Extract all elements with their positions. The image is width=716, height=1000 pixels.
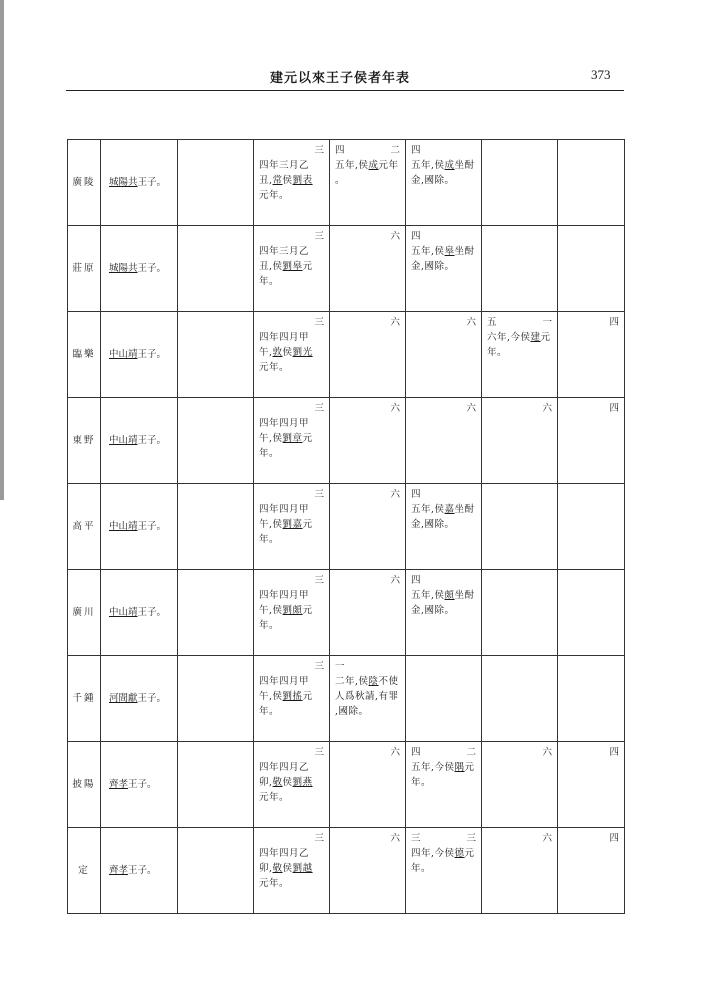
enfeoffment-date-cont: 午, — [259, 691, 273, 702]
reign-c7-cell — [558, 226, 625, 312]
reign-c4-year-count — [335, 745, 400, 760]
page-number: 373 — [591, 67, 611, 82]
reign-c4-cell — [330, 226, 406, 312]
enfeoffment-date: 四年三月乙 — [259, 246, 310, 257]
event-text-cont: 年。 — [411, 777, 432, 788]
table-row — [68, 570, 625, 656]
origin-king-name: 齊孝 — [109, 779, 129, 790]
origin-king-name: 城陽共 — [109, 263, 138, 274]
reign-c7-cell — [558, 140, 625, 226]
origin-suffix: 王子。 — [137, 263, 167, 274]
origin-suffix: 王子。 — [137, 693, 167, 704]
enfeoffment-date-cont: 卯, — [259, 777, 273, 788]
reign-c7-cell — [558, 828, 625, 914]
origin-suffix: 王子。 — [137, 435, 167, 446]
marquis-name: 劉搖 — [282, 691, 303, 702]
enfeoffment-year-count: 三 — [314, 747, 324, 758]
reign-c6-cell — [482, 312, 558, 398]
origin-suffix: 王子。 — [137, 521, 167, 532]
origin-cell — [101, 398, 178, 484]
reign-c5-cell — [406, 742, 482, 828]
enfeoffment-suffix-cont: 年。 — [259, 706, 280, 717]
enfeoffment-year-count: 三 — [314, 403, 324, 414]
reign-c7-year-count — [563, 831, 619, 846]
empty-cell — [178, 484, 254, 570]
reign-c5-year-count — [411, 831, 476, 846]
reign-c5-year-count — [411, 315, 476, 330]
enfeoffment-suffix-cont: 年。 — [259, 620, 280, 631]
event-text-cont: 金,國除。 — [411, 519, 455, 530]
enfeoffment-date: 四年四月乙 — [259, 762, 310, 773]
reign-c5-num-left: 四 — [411, 489, 421, 500]
event-text: 元 — [540, 332, 551, 343]
enfeoffment-date-cont: 卯, — [259, 863, 273, 874]
reign-c4-cell — [330, 656, 406, 742]
enfeoffment-date: 四年三月乙 — [259, 160, 310, 171]
enfeoffment-date-cont: 午, — [259, 605, 273, 616]
rank-title: 侯 — [272, 605, 283, 616]
event-text: 二年,侯 — [335, 676, 369, 687]
event-text-cont: 金,國除。 — [411, 261, 455, 272]
state-name-cell: 定 — [68, 828, 101, 914]
reign-c7-year-count — [563, 401, 619, 416]
event-text: 六年,今侯 — [487, 332, 531, 343]
empty-cell — [178, 570, 254, 656]
origin-suffix: 王子。 — [137, 607, 167, 618]
enfeoffment-cell — [254, 312, 330, 398]
rank-title: 侯 — [272, 691, 283, 702]
empty-cell — [178, 312, 254, 398]
event-text: 五年,今侯 — [411, 762, 455, 773]
origin-suffix: 王子。 — [137, 349, 167, 360]
reign-c5-num-left: 四 — [411, 145, 421, 156]
event-text: 四年,今侯 — [411, 848, 455, 859]
state-name-cell: 東野 — [68, 398, 101, 484]
reign-c7-cell — [558, 484, 625, 570]
reign-c6-cell — [482, 398, 558, 484]
reign-c6-year-count — [487, 745, 552, 760]
enfeoffment-cell — [254, 742, 330, 828]
reign-c7-num-right: 四 — [609, 317, 619, 328]
event-text: 坐酎 — [454, 246, 475, 257]
reign-c4-cell — [330, 140, 406, 226]
enfeoffment-suffix-cont: 元年。 — [259, 878, 290, 889]
table-row — [68, 226, 625, 312]
reign-c4-cell — [330, 570, 406, 656]
reign-c4-num-right: 六 — [390, 231, 400, 242]
reign-c7-cell — [558, 742, 625, 828]
rank-title: 侯 — [282, 777, 293, 788]
origin-cell — [101, 226, 178, 312]
state-name-cell: 莊原 — [68, 226, 101, 312]
state-name-cell: 臨樂 — [68, 312, 101, 398]
reign-c6-cell — [482, 226, 558, 312]
reign-c5-cell — [406, 226, 482, 312]
enfeoffment-date: 四年四月甲 — [259, 418, 310, 429]
posthumous-title: 常 — [272, 175, 283, 186]
origin-king-name: 齊孝 — [109, 865, 129, 876]
event-text-cont: 金,國除。 — [411, 605, 455, 616]
enfeoffment-cell — [254, 140, 330, 226]
reign-c4-num-right: 六 — [390, 575, 400, 586]
reign-c6-cell — [482, 742, 558, 828]
person-name: 德 — [454, 848, 465, 859]
reign-c5-year-count — [411, 229, 476, 244]
marquis-name: 劉章 — [282, 433, 303, 444]
person-name: 嘉 — [444, 504, 455, 515]
rank-title: 侯 — [272, 433, 283, 444]
event-text-cont: ,國除。 — [335, 706, 369, 717]
enfeoffment-date: 四年四月甲 — [259, 332, 310, 343]
reign-c7-year-count — [563, 315, 619, 330]
reign-c5-num-left: 三 — [411, 833, 421, 844]
reign-c4-num-right: 六 — [390, 747, 400, 758]
reign-c4-num-right: 二 — [390, 145, 400, 156]
enfeoffment-cell — [254, 570, 330, 656]
reign-c6-num-right: 一 — [542, 317, 552, 328]
enfeoffment-suffix-cont: 元年。 — [259, 190, 290, 201]
enfeoffment-date-cont: 午, — [259, 519, 273, 530]
reign-c4-year-count — [335, 143, 400, 158]
rank-title: 侯 — [272, 261, 283, 272]
table-row — [68, 140, 625, 226]
reign-c4-cell — [330, 742, 406, 828]
rank-title: 侯 — [282, 863, 293, 874]
event-text: 坐酎 — [454, 504, 475, 515]
reign-c6-cell — [482, 656, 558, 742]
reign-c5-cell — [406, 484, 482, 570]
event-text: 元 — [464, 762, 475, 773]
table-row — [68, 828, 625, 914]
origin-cell — [101, 570, 178, 656]
reign-c4-year-count — [335, 573, 400, 588]
origin-cell — [101, 828, 178, 914]
origin-king-name: 中山靖 — [109, 607, 138, 618]
reign-c6-cell — [482, 828, 558, 914]
event-text-cont: 。 — [335, 175, 346, 186]
table-row — [68, 742, 625, 828]
table-row — [68, 484, 625, 570]
event-text-cont: 金,國除。 — [411, 175, 455, 186]
origin-king-name: 中山靖 — [109, 521, 138, 532]
reign-c6-year-count — [487, 315, 552, 330]
event-text: 五年,侯 — [411, 504, 445, 515]
reign-c4-cell — [330, 484, 406, 570]
reign-c4-num-right: 六 — [390, 489, 400, 500]
event-text-cont: 年。 — [487, 347, 508, 358]
origin-cell — [101, 484, 178, 570]
reign-c5-cell — [406, 398, 482, 484]
empty-cell — [178, 398, 254, 484]
enfeoffment-year-count: 三 — [314, 661, 324, 672]
reign-c4-num-left: 一 — [335, 661, 345, 672]
reign-c5-num-left: 四 — [411, 575, 421, 586]
enfeoffment-suffix-cont: 年。 — [259, 534, 280, 545]
reign-c7-year-count — [563, 745, 619, 760]
person-name: 頗 — [444, 590, 455, 601]
state-name-cell: 廣陵 — [68, 140, 101, 226]
reign-c4-num-right: 六 — [390, 317, 400, 328]
empty-cell — [178, 742, 254, 828]
enfeoffment-year-count: 三 — [314, 317, 324, 328]
person-name: 隅 — [454, 762, 465, 773]
reign-c5-num-left: 四 — [411, 747, 421, 758]
reign-c4-year-count — [335, 401, 400, 416]
marquis-name: 劉皋 — [282, 261, 303, 272]
rank-title: 侯 — [272, 519, 283, 530]
enfeoffment-suffix: 元 — [302, 433, 313, 444]
origin-cell — [101, 742, 178, 828]
enfeoffment-year-count: 三 — [314, 833, 324, 844]
reign-c4-year-count — [335, 229, 400, 244]
reign-c7-num-right: 四 — [609, 747, 619, 758]
enfeoffment-cell — [254, 656, 330, 742]
event-text: 坐酎 — [454, 160, 475, 171]
page-binding-edge — [0, 0, 4, 500]
enfeoffment-year-count: 三 — [314, 489, 324, 500]
enfeoffment-cell — [254, 484, 330, 570]
reign-c5-num-left: 四 — [411, 231, 421, 242]
reign-c4-cell — [330, 398, 406, 484]
event-text-cont: 年。 — [411, 863, 432, 874]
reign-c5-year-count — [411, 745, 476, 760]
empty-cell — [178, 140, 254, 226]
enfeoffment-suffix: 元 — [302, 691, 313, 702]
origin-cell — [101, 140, 178, 226]
reign-c5-year-count — [411, 573, 476, 588]
reign-c4-year-count — [335, 315, 400, 330]
reign-c4-cell — [330, 828, 406, 914]
reign-c5-num-right: 三 — [466, 833, 476, 844]
reign-c6-cell — [482, 484, 558, 570]
enfeoffment-date: 四年四月甲 — [259, 504, 310, 515]
enfeoffment-suffix-cont: 年。 — [259, 448, 280, 459]
reign-c7-cell — [558, 398, 625, 484]
table-row — [68, 312, 625, 398]
event-text: 不使 — [378, 676, 399, 687]
reign-c6-year-count — [487, 401, 552, 416]
reign-c5-num-right: 六 — [466, 403, 476, 414]
reign-c6-year-count — [487, 831, 552, 846]
enfeoffment-suffix-cont: 元年。 — [259, 362, 290, 373]
reign-c7-cell — [558, 570, 625, 656]
reign-c5-cell — [406, 140, 482, 226]
event-text: 元 — [464, 848, 475, 859]
reign-c5-num-right: 二 — [466, 747, 476, 758]
reign-c4-year-count — [335, 487, 400, 502]
marquis-name: 劉燕 — [292, 777, 313, 788]
reign-c4-num-right: 六 — [390, 403, 400, 414]
event-text: 五年,侯 — [411, 160, 445, 171]
reign-c4-num-left: 四 — [335, 145, 345, 156]
person-name: 成 — [444, 160, 455, 171]
person-name: 皋 — [444, 246, 455, 257]
event-text: 五年,侯 — [411, 246, 445, 257]
event-text-cont: 人爲秋請,有罪 — [335, 691, 399, 702]
reign-c4-cell — [330, 312, 406, 398]
enfeoffment-date: 四年四月甲 — [259, 676, 310, 687]
posthumous-title: 敬 — [272, 777, 283, 788]
origin-suffix: 王子。 — [137, 177, 167, 188]
reign-c7-cell — [558, 656, 625, 742]
table-row — [68, 656, 625, 742]
reign-c6-cell — [482, 570, 558, 656]
enfeoffment-cell — [254, 828, 330, 914]
enfeoffment-year-count: 三 — [314, 575, 324, 586]
enfeoffment-date-cont: 午, — [259, 347, 273, 358]
reign-c6-num-left: 五 — [487, 317, 497, 328]
empty-cell — [178, 828, 254, 914]
table-row — [68, 398, 625, 484]
state-name-cell: 千鍾 — [68, 656, 101, 742]
running-header-title: 建元以來王子侯者年表 — [270, 71, 411, 86]
marquis-name: 劉光 — [292, 347, 313, 358]
origin-king-name: 中山靖 — [109, 349, 138, 360]
marquis-name: 劉表 — [292, 175, 313, 186]
event-text: 元年 — [378, 160, 399, 171]
reign-c5-year-count — [411, 143, 476, 158]
reign-c5-cell — [406, 828, 482, 914]
person-name: 陰 — [368, 676, 379, 687]
reign-c4-num-right: 六 — [390, 833, 400, 844]
origin-cell — [101, 656, 178, 742]
reign-c7-num-right: 四 — [609, 403, 619, 414]
marquis-name: 劉頗 — [282, 605, 303, 616]
reign-c6-num-right: 六 — [542, 833, 552, 844]
reign-c6-cell — [482, 140, 558, 226]
enfeoffment-suffix: 元 — [302, 519, 313, 530]
origin-king-name: 城陽共 — [109, 177, 138, 188]
origin-cell — [101, 312, 178, 398]
origin-suffix: 王子。 — [128, 779, 157, 790]
person-name: 成 — [368, 160, 379, 171]
enfeoffment-date: 四年四月甲 — [259, 590, 310, 601]
reign-c6-num-right: 六 — [542, 747, 552, 758]
event-text: 五年,侯 — [411, 590, 445, 601]
empty-cell — [178, 656, 254, 742]
enfeoffment-cell — [254, 226, 330, 312]
reign-c5-cell — [406, 570, 482, 656]
reign-c5-year-count — [411, 401, 476, 416]
enfeoffment-suffix-cont: 年。 — [259, 276, 280, 287]
marquis-name: 劉越 — [292, 863, 313, 874]
event-text: 坐酎 — [454, 590, 475, 601]
rank-title: 侯 — [282, 347, 293, 358]
person-name: 建 — [530, 332, 541, 343]
enfeoffment-suffix: 元 — [302, 605, 313, 616]
state-name-cell: 高平 — [68, 484, 101, 570]
marquis-chronological-table — [67, 139, 625, 914]
enfeoffment-date-cont: 丑, — [259, 175, 273, 186]
reign-c6-num-right: 六 — [542, 403, 552, 414]
enfeoffment-year-count: 三 — [314, 231, 324, 242]
empty-cell — [178, 226, 254, 312]
marquis-name: 劉嘉 — [282, 519, 303, 530]
reign-c5-year-count — [411, 487, 476, 502]
state-name-cell: 披陽 — [68, 742, 101, 828]
rank-title: 侯 — [282, 175, 293, 186]
posthumous-title: 敦 — [272, 347, 283, 358]
enfeoffment-date: 四年四月乙 — [259, 848, 310, 859]
reign-c7-cell — [558, 312, 625, 398]
reign-c5-cell — [406, 656, 482, 742]
reign-c5-cell — [406, 312, 482, 398]
event-text: 五年,侯 — [335, 160, 369, 171]
origin-king-name: 河間獻 — [109, 693, 138, 704]
reign-c4-year-count — [335, 831, 400, 846]
enfeoffment-suffix: 元 — [302, 261, 313, 272]
origin-king-name: 中山靖 — [109, 435, 138, 446]
enfeoffment-date-cont: 午, — [259, 433, 273, 444]
enfeoffment-date-cont: 丑, — [259, 261, 273, 272]
posthumous-title: 敬 — [272, 863, 283, 874]
enfeoffment-cell — [254, 398, 330, 484]
header-rule — [66, 90, 624, 91]
state-name-cell: 廣川 — [68, 570, 101, 656]
enfeoffment-year-count: 三 — [314, 145, 324, 156]
reign-c5-num-right: 六 — [466, 317, 476, 328]
reign-c4-year-count — [335, 659, 400, 674]
reign-c7-num-right: 四 — [609, 833, 619, 844]
origin-suffix: 王子。 — [128, 865, 157, 876]
enfeoffment-suffix-cont: 元年。 — [259, 792, 290, 803]
